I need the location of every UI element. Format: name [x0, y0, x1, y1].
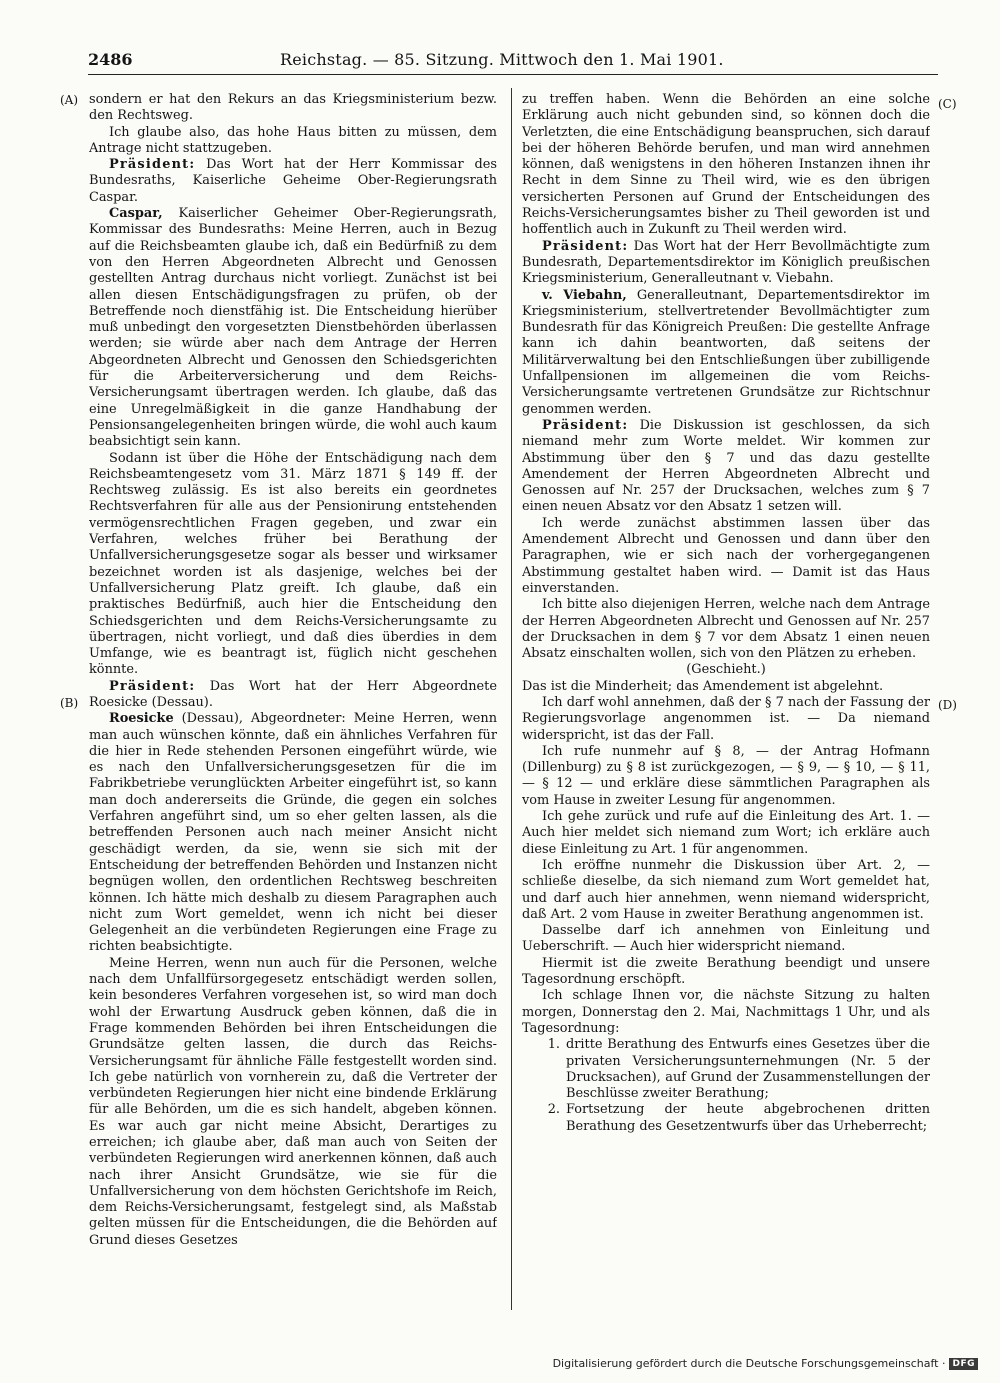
list-item-text: Fortsetzung der heute abgebrochenen dritten Berathung des Gesetzentwurfs über das Urheberrecht; [566, 1102, 930, 1134]
agenda-list [522, 1037, 930, 1135]
speaker-name: Präsident: [542, 417, 629, 433]
paragraph: Ich glaube also, das hohe Haus bitten zu müssen, dem Antrage nicht stattzugeben. [89, 124, 497, 156]
paragraph: Ich eröffne nunmehr die Diskussion über Art. 2, — schließe dieselbe, da sich niemand zum Wort gemeldet hat, und darf auch hier annehmen, wenn niemand widerspricht, daß Art. 2 vom Hause in zweiter Berathung angenommen ist. [522, 857, 930, 922]
margin-mark-c: (C) [938, 97, 957, 111]
column-divider [511, 88, 512, 1310]
left-column [89, 92, 497, 1314]
paragraph [522, 418, 930, 516]
paragraph-text: Das Wort hat der Herr Kommissar des Bundesraths, Kaiserliche Geheime Ober-Regierungsrath Caspar. [89, 157, 497, 205]
paragraph: Ich gehe zurück und rufe auf die Einleitung des Art. 1. — Auch hier meldet sich niemand zum Wort; ich erkläre auch diese Einleitung zu Art. 1 für angenommen. [522, 809, 930, 857]
header-rule [88, 74, 938, 75]
paragraph-text: Das Wort hat der Herr Abgeordnete Roesicke (Dessau). [89, 678, 497, 710]
paragraph-text: Das Wort hat der Herr Bevollmächtigte zum Bundesrath, Departementsdirektor im Königlich preußischen Kriegsministerium, Generalleutnant v. Viebahn. [522, 238, 930, 287]
stage-direction: (Geschieht.) [686, 662, 766, 678]
margin-mark-b: (B) [60, 696, 79, 710]
list-item-number: 1. [547, 1037, 560, 1053]
list-item-number: 2. [547, 1102, 560, 1118]
margin-mark-a: (A) [60, 93, 79, 107]
paragraph: Ich werde zunächst abstimmen lassen über das Amendement Albrecht und Genossen und dann über den Paragraphen, wie er sich nach der vorhergegangenen Abstimmung gestaltet haben wird. — Damit ist das Haus einverstanden. [522, 515, 930, 596]
paragraph [522, 239, 930, 288]
paragraph: Ich bitte also diejenigen Herren, welche nach dem Antrage der Herren Abgeordneten Albrecht und Genossen auf Nr. 257 der Drucksachen in dem § 7 vor dem Absatz 1 einen neuen Absatz einschalten wollen, sich von den Plätzen zu erheben. [522, 597, 930, 662]
paragraph: Ich darf wohl annehmen, daß der § 7 nach der Fassung der Regierungsvorlage angenommen ist. — Da niemand widerspricht, ist das der Fall. [522, 694, 930, 743]
right-column [522, 92, 930, 1314]
speaker-name: Präsident: [109, 157, 196, 173]
list-item [522, 1037, 930, 1102]
paragraph [89, 679, 497, 712]
page-number: 2486 [88, 50, 133, 69]
paragraph: Dasselbe darf ich annehmen von Einleitung und Ueberschrift. — Auch hier widerspricht niemand. [522, 923, 930, 955]
paragraph-text: Kaiserlicher Geheimer Ober-Regierungsrath, Kommissar des Bundesraths: Meine Herren, auch in Bezug auf die Reichsbeamten glaube ich, daß ein Bedürfniß zu dem von den Herren Abgeordneten Albrecht und Genossen gestellten Antrag durchaus nicht vorliegt. Zunächst ist bei allen diesen Entschädigungsfragen zu prüfen, ob der Betreffende noch dienstfähig ist. Die Entscheidung hierüber muß unbedingt den vorgesetzten Dienstbehörden überlassen werden; sie würde aber nach dem Antrage der Herren Abgeordneten Albrecht und Genossen den Schiedsgerichten für die Arbeiterversicherung und dem Reichs-Versicherungsamt übertragen werden. Ich glaube, daß das eine Unregelmäßigkeit in die ganze Handhabung der Pensionsangelegenheiten bringen würde, die wohl auch kaum beabsichtigt sein kann. [89, 206, 497, 450]
list-item-text: dritte Berathung des Entwurfs eines Gesetzes über die privaten Versicherungsunternehmungen (Nr. 5 der Drucksachen), auf Grund der Zusammenstellungen der Beschlüsse zweiter Berathung; [566, 1037, 930, 1102]
paragraph-text: Generalleutnant, Departementsdirektor im Kriegsministerium, stellvertretender Bevollmächtigter zum Bundesrath für das Königreich Preußen: Die gestellte Anfrage kann ich dahin beantworten, daß seitens der Militärverwaltung bei den Entschließungen über zubilligende Unfallpensionen im allgemeinen die vom Reichs-Versicherungsamte vertretenen Grundsätze zur Richtschnur genommen werden. [522, 287, 930, 417]
speaker-name: Caspar, [109, 206, 163, 222]
footer-credit [553, 1357, 978, 1370]
paragraph-text: (Dessau), Abgeordneter: Meine Herren, wenn man auch wünschen könnte, daß ein ähnliches Verfahren für die hier in Rede stehenden Personen eingeführt würde, wie es nach den Unfallversicherungsgesetzen für die im Fabrikbetriebe verunglückten Arbeiter eingeführt ist, so kann man doch andererseits die Gründe, die gegen ein solches Verfahren angeführt sind, um so eher gelten lassen, als die betreffenden Personen auch nach meiner Ansicht nicht geschädigt werden, da sie, wenn sie sich mit der Entscheidung der betreffenden Behörden und Instanzen nicht begnügen wollen, den ordentlichen Rechtsweg beschreiten können. Ich hätte mich deshalb zu diesem Paragraphen auch nicht zum Wort gemeldet, wenn ich nicht bei dieser Gelegenheit an die verbündeten Regierungen eine Frage zu richten beabsichtigte. [89, 711, 497, 955]
paragraph: zu treffen haben. Wenn die Behörden an eine solche Erklärung auch nicht gebunden sind, so können doch die Verletzten, die eine Entschädigung beanspruchen, sich darauf bei der höheren Behörde berufen, und man wird annehmen können, daß wenigstens in den höheren Instanzen ihnen ihr Recht in dem Sinne zu Theil wird, wie es den übrigen versicherten Personen auf Grund der Entscheidungen des Reichs-Versicherungsamtes bisher zu Theil geworden ist und hoffentlich auch in Zukunft zu Theil werden wird. [522, 92, 930, 238]
paragraph-text: Die Diskussion ist geschlossen, da sich niemand mehr zum Worte meldet. Wir kommen zur Abstimmung über den § 7 und das dazu gestellte Amendement der Herren Abgeordneten Albrecht und Genossen auf Nr. 257 der Drucksachen, welches zum § 7 einen neuen Absatz vor den Absatz 1 setzen will. [522, 417, 930, 515]
paragraph [89, 711, 497, 955]
margin-mark-d: (D) [938, 698, 957, 712]
paragraph: Sodann ist über die Höhe der Entschädigung nach dem Reichsbeamtengesetz vom 31. März 1871 § 149 ff. der Rechtsweg zulässig. Es ist also bereits ein geordnetes Rechtsverfahren für alle aus der Pensionirung entstehenden vermögensrechtlichen Fragen gegeben, und zwar ein Verfahren, welches früher bei Berathung der Unfallversicherungsgesetze sogar als besser und wirksamer bezeichnet worden ist als dasjenige, welches bei der Unfallversicherung Platz greift. Ich glaube, daß ein praktisches Bedürfniß, auch hier die Entscheidung den Schiedsgerichten und dem Reichs-Versicherungsamte zu übertragen, nicht vorliegt, und daß dies überdies in dem Umfange, wie es beantragt ist, füglich nicht geschehen könnte. [89, 450, 497, 678]
paragraph: Meine Herren, wenn nun auch für die Personen, welche nach dem Unfallfürsorgegesetz entschädigt werden sollen, kein besonderes Verfahren vorgesehen ist, so wird man doch wohl der Erwartung Ausdruck geben können, daß die in Frage kommenden Behörden bei ihren Entscheidungen die Grundsätze gelten lassen, die durch das Reichs-Versicherungsamt für ähnliche Fälle festgestellt worden sind. Ich gebe natürlich von vornherein zu, daß die Vertreter der verbündeten Regierungen hier nicht eine bindende Erklärung für alle Behörden, um die es sich handelt, abgeben können. Es war auch gar nicht meine Absicht, Derartiges zu erreichen; ich glaube aber, daß man auch von Seiten der verbündeten Regierungen wird anerkennen können, daß auch nach ihrer Ansicht Grundsätze, wie sie für die Unfallversicherung von dem höchsten Gerichtshofe im Reich, dem Reichs-Versicherungsamt, festgelegt sind, als Maßstab gelten müssen für die Entscheidungen, die die Behörden auf Grund dieses Gesetzes [89, 955, 497, 1248]
speaker-name: Präsident: [109, 678, 196, 694]
speaker-name: v. Viebahn, [542, 287, 627, 303]
paragraph [89, 157, 497, 206]
paragraph: Hiermit ist die zweite Berathung beendigt und unsere Tagesordnung erschöpft. [522, 955, 930, 988]
dfg-logo: DFG [949, 1358, 978, 1370]
funding-credit: Digitalisierung gefördert durch die Deutsche Forschungsgemeinschaft · [552, 1357, 946, 1370]
speaker-name: Präsident: [542, 238, 629, 254]
running-title: Reichstag. — 85. Sitzung. Mittwoch den 1. Mai 1901. [280, 50, 724, 69]
speaker-name: Roesicke [109, 711, 174, 727]
paragraph: sondern er hat den Rekurs an das Kriegsministerium bezw. den Rechtsweg. [89, 92, 497, 124]
paragraph: Das ist die Minderheit; das Amendement ist abgelehnt. [522, 678, 884, 694]
paragraph [89, 206, 497, 450]
page-header [88, 50, 938, 74]
paragraph: Ich schlage Ihnen vor, die nächste Sitzung zu halten morgen, Donnerstag den 2. Mai, Nachmittags 1 Uhr, und als Tagesordnung: [522, 988, 930, 1036]
paragraph [522, 288, 930, 418]
list-item [522, 1102, 930, 1135]
paragraph: Ich rufe nunmehr auf § 8, — der Antrag Hofmann (Dillenburg) zu § 8 ist zurückgezogen, — § 9, — § 10, — § 11, — § 12 — und erkläre diese sämmtlichen Paragraphen als vom Hause in zweiter Lesung für angenommen. [522, 743, 930, 808]
